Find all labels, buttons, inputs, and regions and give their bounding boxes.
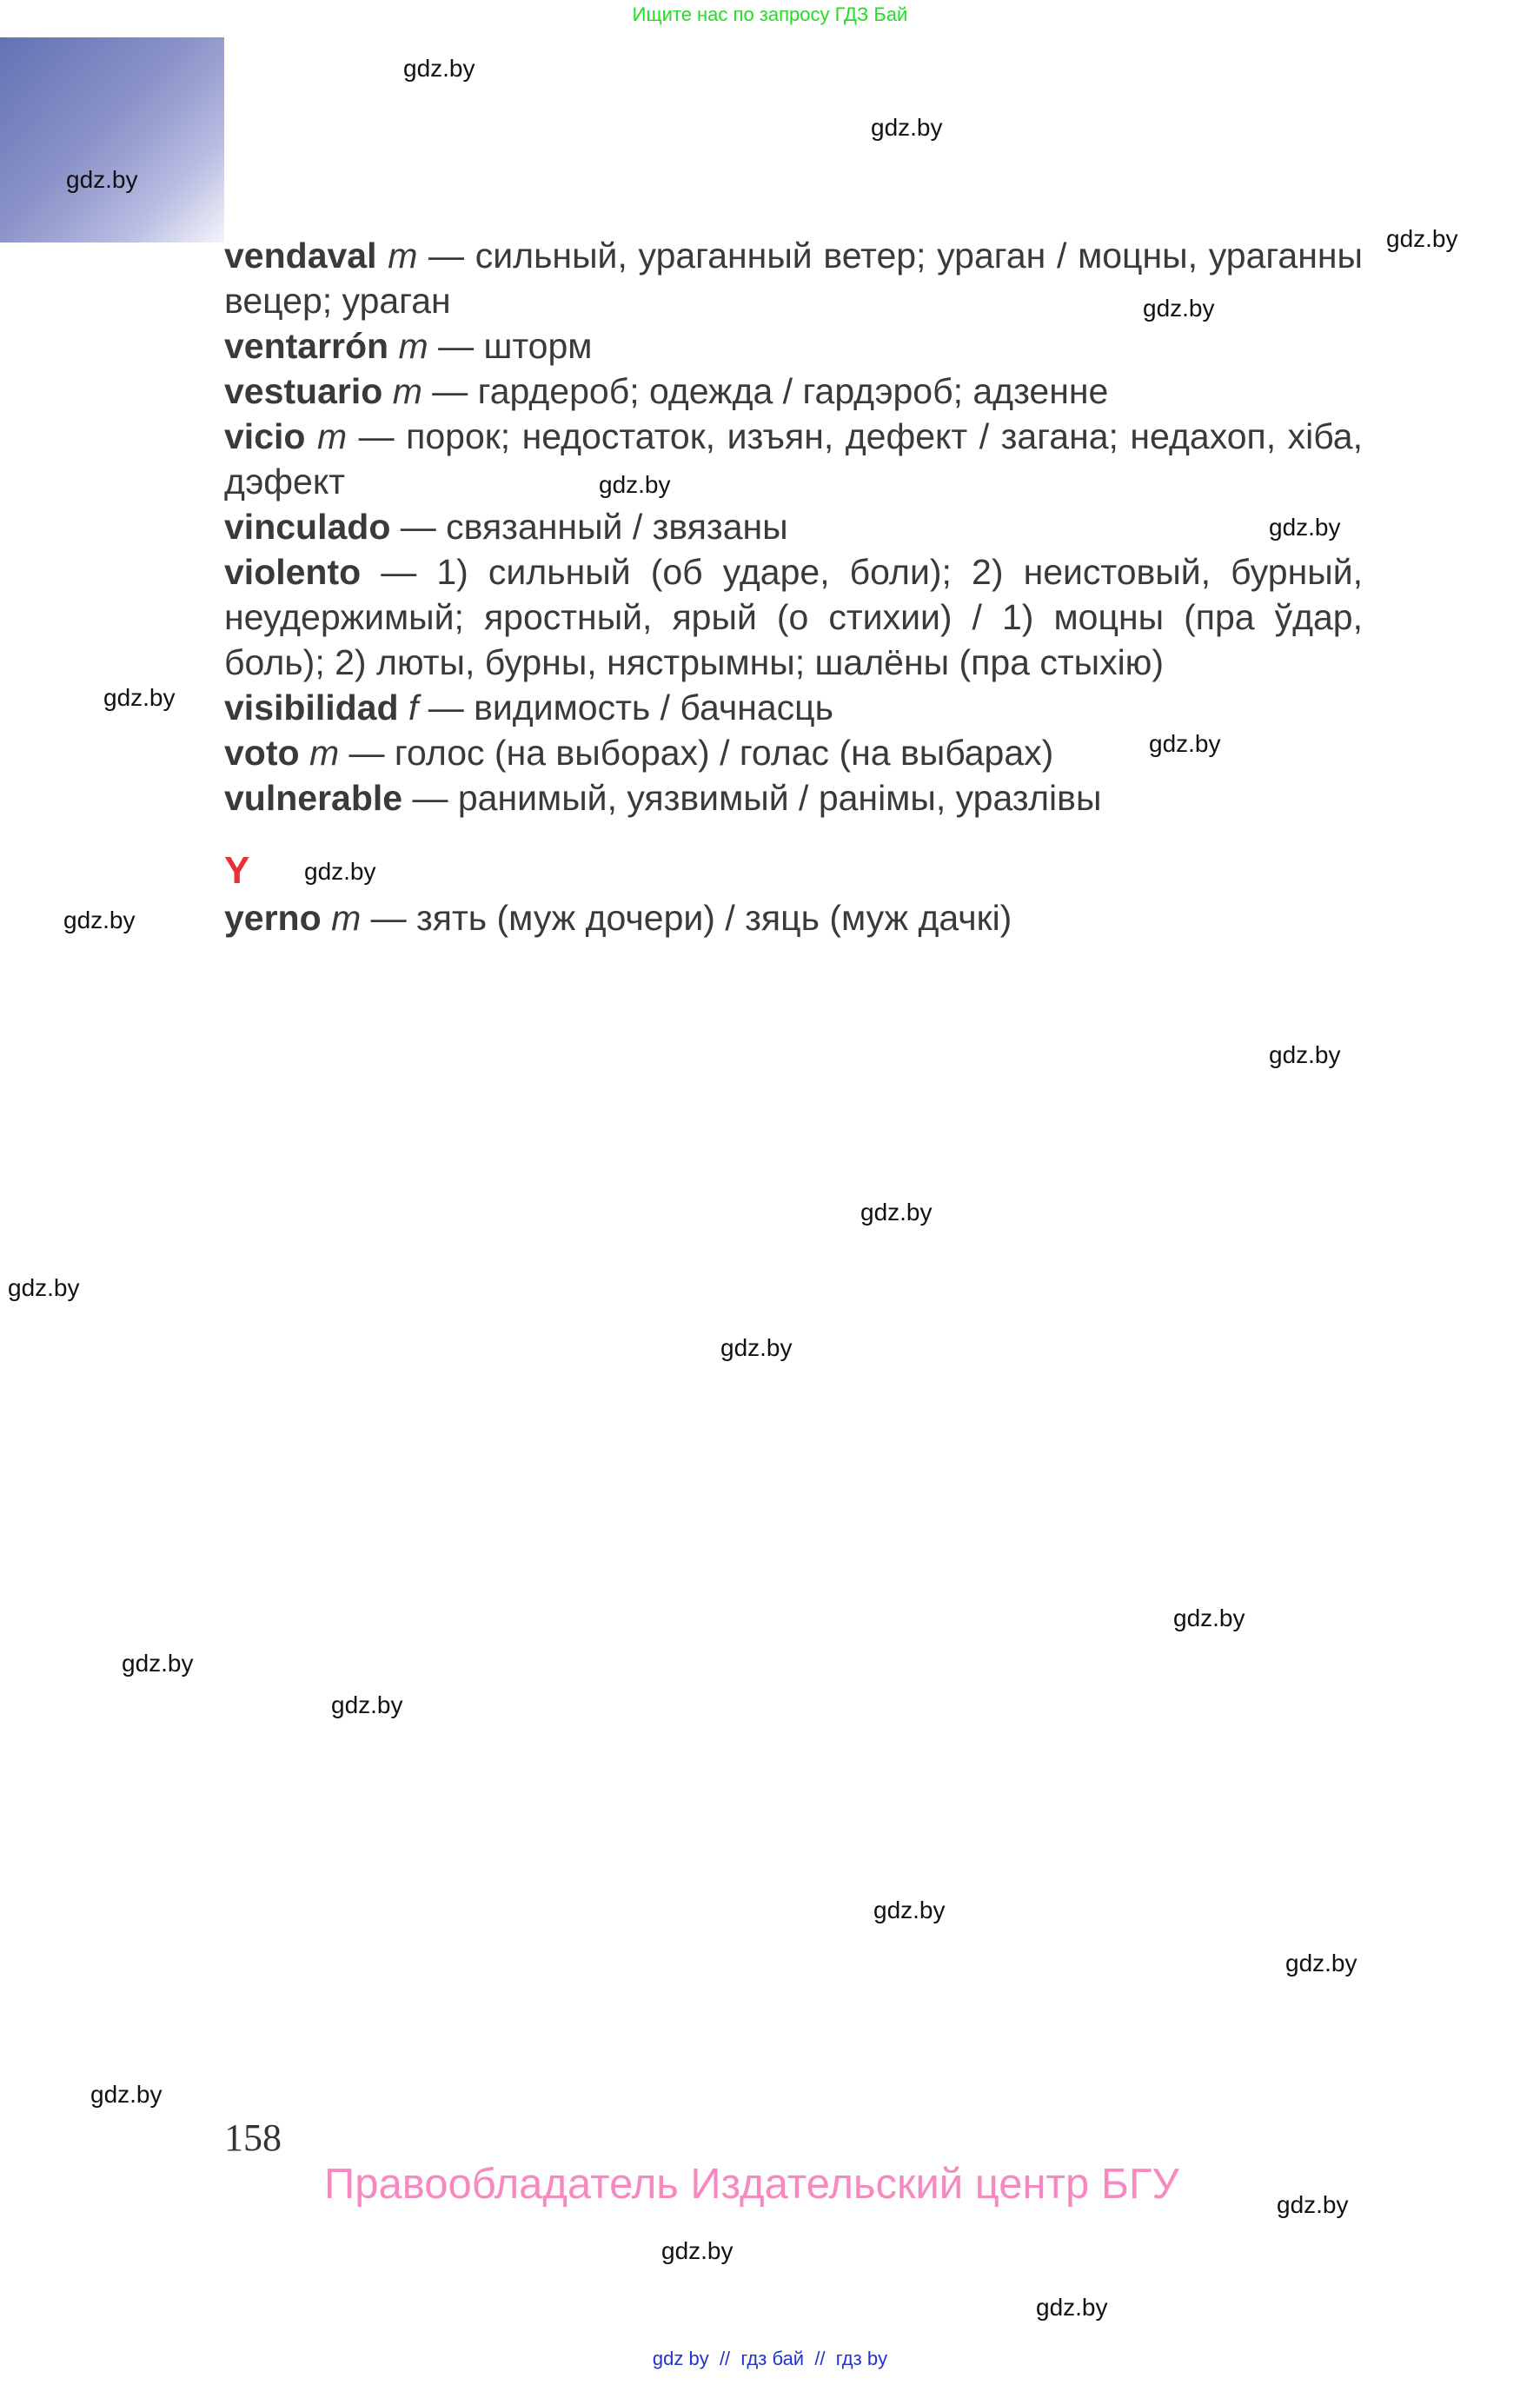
- dictionary-entries: [224, 233, 1363, 940]
- watermark: gdz.by: [661, 2237, 733, 2264]
- watermark: gdz.by: [873, 1897, 946, 1923]
- definition: — гардероб; одежда / гардэроб; адзенне: [422, 371, 1109, 411]
- dictionary-entry: [224, 414, 1363, 504]
- gender-marker: m: [316, 416, 348, 456]
- watermark: gdz.by: [403, 55, 475, 82]
- headword: ventarrón: [224, 326, 389, 366]
- watermark: gdz.by: [122, 1650, 194, 1677]
- watermark: gdz.by: [1285, 1950, 1357, 1976]
- dictionary-entry: [224, 504, 1363, 549]
- gender-marker: f: [408, 688, 419, 727]
- watermark: gdz.by: [871, 114, 943, 141]
- watermark: gdz.by: [1149, 730, 1221, 757]
- dictionary-entry: [224, 369, 1363, 414]
- definition: — зять (муж дочери) / зяць (муж дачкі): [361, 898, 1012, 938]
- watermark: gdz.by: [90, 2081, 163, 2108]
- dictionary-entry: [224, 685, 1363, 730]
- definition: — 1) сильный (об ударе, боли); 2) неистовый, бурный, неудержимый; яростный, ярый (о стихии) / 1) моцны (пра ўдар, боль); 2) люты, бурны, нястрымны; шалёны (пра стыхію): [224, 552, 1363, 682]
- headword: vicio: [224, 416, 306, 456]
- footer-links[interactable]: gdz by // гдз бай // гдз by: [652, 2348, 888, 2369]
- headword: vinculado: [224, 507, 391, 547]
- watermark: gdz.by: [860, 1199, 933, 1226]
- watermark: gdz.by: [63, 907, 136, 933]
- watermark: gdz.by: [1143, 295, 1215, 322]
- watermark: gdz.by: [8, 1274, 80, 1301]
- definition: — ранимый, уязвимый / ранімы, уразлівы: [402, 778, 1102, 818]
- gender-marker: m: [388, 236, 418, 276]
- headword: voto: [224, 733, 300, 773]
- page-number: 158: [224, 2116, 282, 2159]
- watermark: gdz.by: [1036, 2294, 1108, 2321]
- watermark: gdz.by: [66, 166, 138, 193]
- watermark: gdz.by: [1173, 1604, 1245, 1631]
- definition: — связанный / звязаны: [390, 507, 788, 547]
- headword: vestuario: [224, 371, 383, 411]
- headword: visibilidad: [224, 688, 399, 727]
- section-letter: Y: [224, 849, 250, 892]
- gender-marker: m: [392, 371, 422, 411]
- gender-marker: m: [309, 733, 340, 773]
- watermark: gdz.by: [103, 684, 176, 711]
- headword: vulnerable: [224, 778, 403, 818]
- definition: — шторм: [428, 326, 593, 366]
- gender-marker: m: [331, 898, 362, 938]
- definition: — сильный, ураганный ветер; ураган / моцны, ураганны вецер; ураган: [224, 236, 1363, 321]
- headword: vendaval: [224, 236, 377, 276]
- dictionary-entry: [224, 775, 1363, 820]
- dictionary-entry: [224, 549, 1363, 685]
- watermark: gdz.by: [599, 471, 671, 498]
- definition: — порок; недостаток, изъян, дефект / загана; недахоп, хіба, дэфект: [224, 416, 1363, 502]
- rights-holder-notice: Правообладатель Издательский центр БГУ: [324, 2161, 1179, 2208]
- watermark: gdz.by: [1386, 225, 1458, 252]
- watermark: gdz.by: [720, 1334, 793, 1361]
- headword: violento: [224, 552, 362, 592]
- watermark: gdz.by: [1269, 514, 1341, 541]
- watermark: gdz.by: [1269, 1041, 1341, 1068]
- definition: — голос (на выборах) / голас (на выбарах): [339, 733, 1054, 773]
- watermark: gdz.by: [304, 858, 376, 885]
- corner-decoration: [0, 37, 224, 242]
- watermark: gdz.by: [331, 1691, 403, 1718]
- search-hint-banner: Ищите нас по запросу ГДЗ Бай: [632, 3, 908, 25]
- watermark: gdz.by: [1277, 2191, 1349, 2218]
- definition: — видимость / бачнасць: [418, 688, 833, 727]
- dictionary-entry: [224, 895, 1363, 940]
- dictionary-entry: [224, 323, 1363, 369]
- gender-marker: m: [398, 326, 428, 366]
- headword: yerno: [224, 898, 322, 938]
